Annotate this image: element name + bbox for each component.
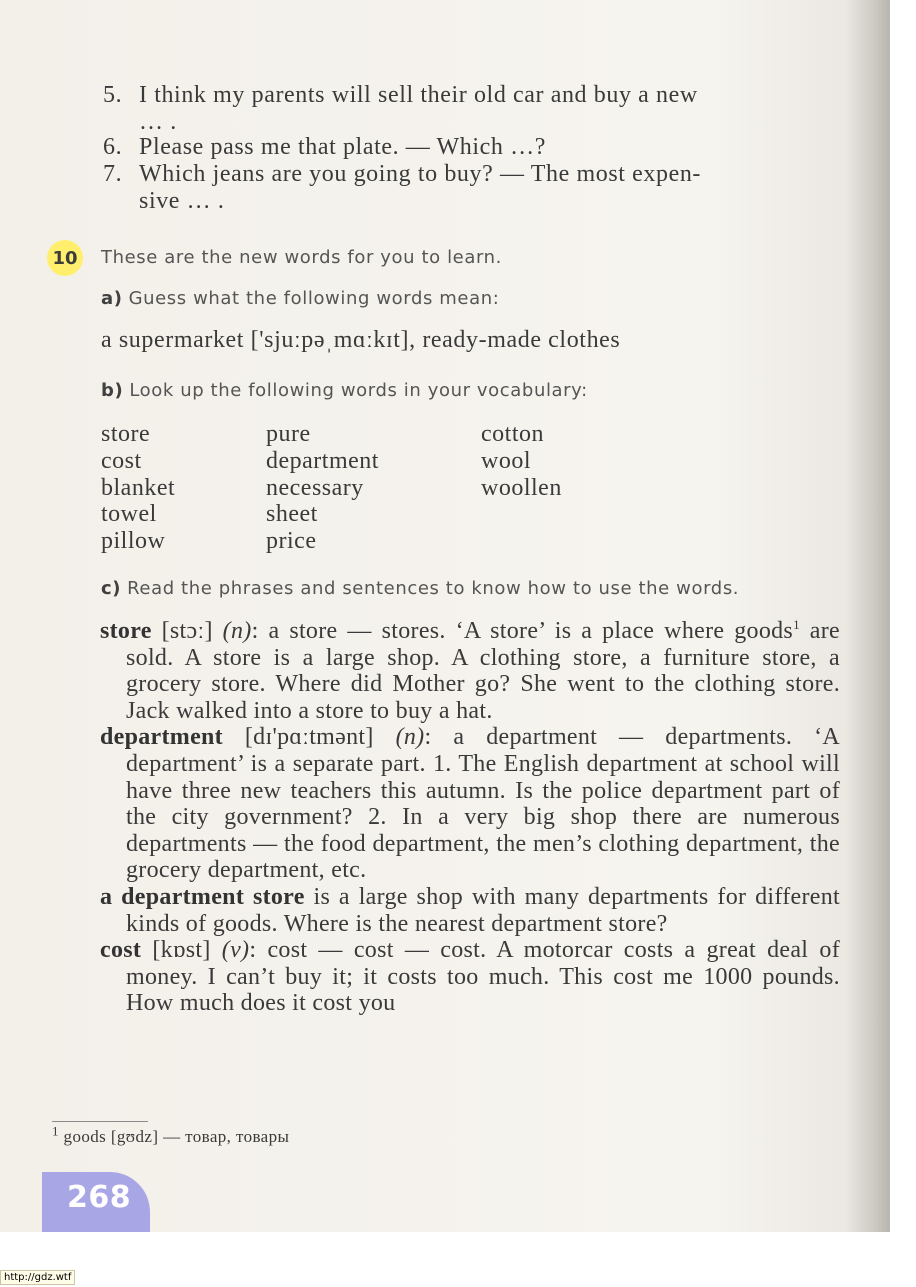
task-intro: These are the new words for you to learn. [101, 247, 502, 268]
footnote-text: goods [gʊdz] — товар, товары [58, 1127, 290, 1146]
vocabulary-entries [100, 618, 840, 1017]
item-continuation: … . [139, 109, 177, 135]
footnote-reference: 1 [793, 617, 800, 632]
entry-text-continued: are sold. A store is a large shop. A clothing store, a furniture store, a grocery store. Where did Mother go? She went to the clothing store. Jack walked into a store to buy a hat. [126, 618, 841, 724]
exercise-item-6 [103, 134, 546, 161]
item-number: 6. [103, 134, 123, 160]
vocab-word: towel [101, 501, 157, 528]
entry-store [100, 618, 840, 724]
item-number: 5. [103, 82, 123, 108]
exercise-item-7 [103, 161, 701, 215]
entry-text: : cost — cost — cost. A motorcar costs a great deal of money. I can’t buy it; it costs too much. This cost me 1000 pounds. How much does it cost you [126, 937, 840, 1017]
vocab-word: pure [266, 421, 311, 447]
entry-department-store [100, 884, 840, 937]
entry-text: : a department — departments. ‘A department’ is a separate part. 1. The English department at school will have three new teachers this autumn. Is the police department part of the city government? 2. In a very big shop there are numerous departments — the food department, the men’s clothing department, the grocery department, etc. [126, 724, 840, 884]
part-b-instruction: Look up the following words in your vocabulary: [129, 380, 588, 401]
page-number: 268 [67, 1180, 132, 1215]
item-text: Please pass me that plate. — Which …? [139, 134, 546, 160]
part-a-instruction: Guess what the following words mean: [128, 288, 500, 309]
entry-pronunciation: [stɔː] [151, 618, 223, 644]
footnote-divider [52, 1121, 148, 1122]
entry-department [100, 724, 840, 884]
entry-part-of-speech: (n) [222, 618, 252, 644]
entry-pronunciation: [dɪ'pɑːtmənt] [222, 724, 396, 751]
entry-text: is a large shop with many departments for different kinds of goods. Where is the nearest department store? [126, 883, 840, 937]
vocab-word: blanket [101, 474, 176, 501]
vocab-word: store [101, 421, 151, 447]
task-number-badge: 10 [47, 240, 83, 276]
item-text: Which jeans are you going to buy? — The most expen- [139, 161, 702, 187]
vocab-column-3 [481, 421, 562, 501]
entry-headword: cost [100, 937, 142, 964]
part-b-label: b) [101, 380, 124, 401]
entry-headword: department store [121, 883, 305, 910]
entry-part-of-speech: (n) [395, 724, 425, 751]
part-a-label: a) [101, 288, 123, 309]
footnote-mark: 1 [52, 1123, 59, 1139]
vocab-word: necessary [266, 474, 364, 501]
footnote [52, 1123, 290, 1147]
exercise-item-5 [103, 82, 698, 136]
part-a-words: a supermarket ['sjuːpəˌmɑːkɪt], ready-made clothes [101, 327, 621, 353]
entry-text: : a store — stores. ‘A store’ is a place where goods [251, 618, 794, 644]
vocab-word: sheet [266, 501, 318, 528]
source-link[interactable]: http://gdz.wtf [0, 1270, 75, 1285]
vocab-column-1 [101, 421, 175, 555]
item-number: 7. [103, 161, 123, 187]
entry-cost [100, 937, 840, 1017]
entry-article: a [100, 883, 122, 910]
item-continuation: sive … . [139, 188, 225, 214]
vocab-word: department [266, 447, 379, 474]
task-part-b [101, 380, 588, 401]
part-c-label: c) [101, 578, 122, 599]
page-number-tab [42, 1172, 150, 1232]
entry-pronunciation: [kɒst] [141, 937, 222, 964]
vocab-column-2 [266, 421, 379, 555]
entry-headword: store [100, 618, 152, 644]
vocab-word: woollen [481, 474, 562, 501]
vocab-word: cotton [481, 421, 544, 447]
vocab-word: pillow [101, 528, 166, 555]
part-c-instruction: Read the phrases and sentences to know how to use the words. [127, 578, 740, 599]
entry-part-of-speech: (v) [221, 937, 250, 964]
item-text: I think my parents will sell their old car and buy a new [139, 82, 698, 108]
task-part-c [101, 578, 739, 599]
vocab-word: cost [101, 447, 142, 474]
entry-headword: department [100, 724, 223, 751]
vocab-word: wool [481, 447, 531, 474]
vocab-word: price [266, 528, 317, 555]
task-part-a [101, 288, 499, 309]
